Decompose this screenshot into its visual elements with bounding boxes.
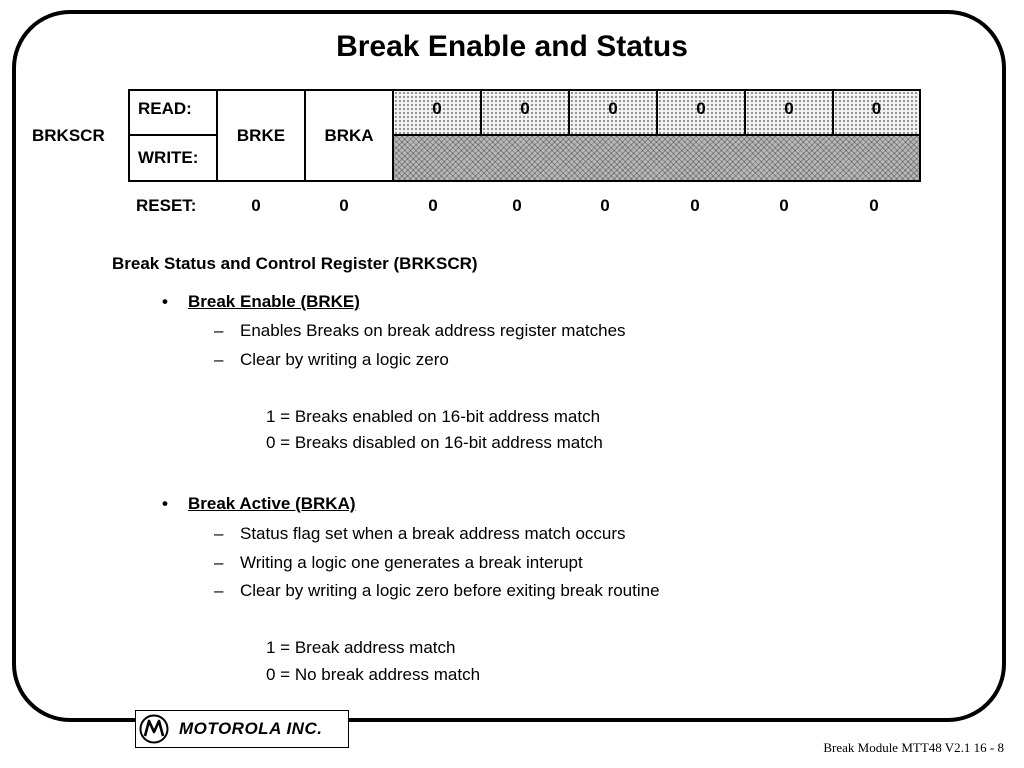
brke-point [214, 321, 626, 341]
reset-bit-7: 0 [251, 196, 261, 215]
reset-bit-0: 0 [869, 196, 879, 215]
register-table [128, 89, 921, 182]
bullet-glyph: • [162, 292, 168, 311]
bullet-glyph: • [162, 494, 168, 513]
brka-point [214, 581, 660, 601]
reset-bit-4: 0 [512, 196, 522, 215]
bit-brke: BRKE [218, 91, 306, 180]
brka-point-text: Status flag set when a break address match occurs [240, 524, 626, 543]
read-bit-0: 0 [834, 91, 919, 136]
reset-bit-3: 0 [600, 196, 610, 215]
register-name: BRKSCR [32, 126, 105, 145]
brka-bullet-item [162, 494, 356, 514]
section-heading: Break Status and Control Register (BRKSCR) [112, 254, 478, 273]
brka-value-1: 1 = Break address match [266, 638, 456, 657]
write-unimplemented-area [394, 136, 919, 180]
brke-point-text: Clear by writing a logic zero [240, 350, 449, 369]
brke-point-text: Enables Breaks on break address register matches [240, 321, 626, 340]
reset-bit-1: 0 [779, 196, 789, 215]
read-bit-1: 0 [746, 91, 834, 136]
dash-glyph: – [214, 553, 224, 572]
dash-glyph: – [214, 350, 224, 369]
dash-glyph: – [214, 524, 224, 543]
brka-value-0: 0 = No break address match [266, 665, 481, 684]
brka-point-text: Clear by writing a logic zero before exiting break routine [240, 581, 660, 600]
slide-title: Break Enable and Status [336, 30, 688, 63]
read-bit-4: 0 [482, 91, 570, 136]
logo-text: MOTOROLA INC. [179, 719, 323, 738]
dash-glyph: – [214, 581, 224, 600]
footer-text: Break Module MTT48 V2.1 16 - 8 [823, 740, 1004, 755]
brke-bullet-item [162, 292, 360, 312]
bit-brka: BRKA [306, 91, 394, 180]
brka-heading: Break Active (BRKA) [188, 494, 356, 513]
reset-label: RESET: [136, 196, 197, 215]
read-label: READ: [130, 91, 218, 136]
brke-value-0: 0 = Breaks disabled on 16-bit address match [266, 433, 603, 452]
brka-point-text: Writing a logic one generates a break interupt [240, 553, 583, 572]
reset-bit-2: 0 [690, 196, 700, 215]
reset-bit-6: 0 [339, 196, 349, 215]
write-label: WRITE: [130, 136, 218, 180]
read-bit-2: 0 [658, 91, 746, 136]
reset-bit-5: 0 [428, 196, 438, 215]
motorola-batwing-icon [139, 714, 169, 744]
read-bit-3: 0 [570, 91, 658, 136]
brke-point [214, 350, 449, 370]
brke-value-1: 1 = Breaks enabled on 16-bit address match [266, 407, 601, 426]
brka-point [214, 553, 583, 573]
brke-heading: Break Enable (BRKE) [188, 292, 360, 311]
motorola-logo [135, 710, 349, 748]
dash-glyph: – [214, 321, 224, 340]
read-bit-5: 0 [394, 91, 482, 136]
brka-point [214, 524, 626, 544]
